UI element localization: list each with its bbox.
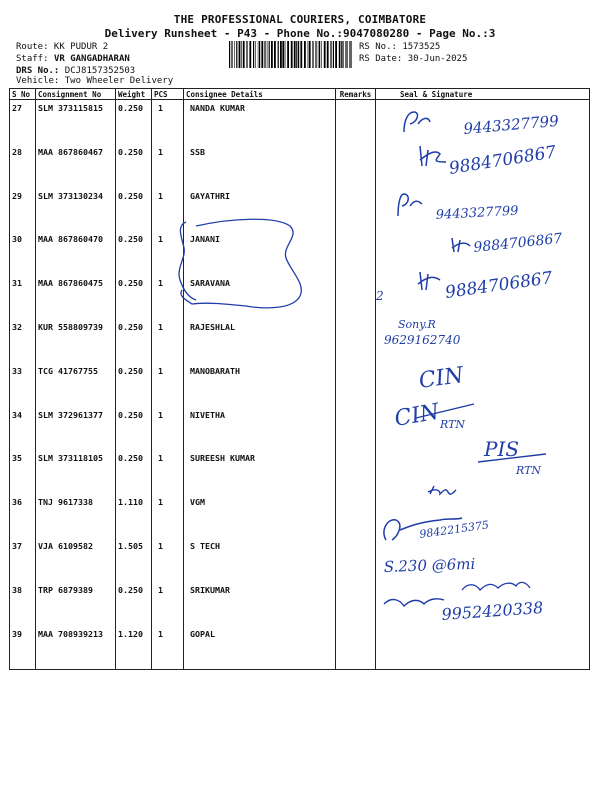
cell-signature (376, 275, 590, 319)
cell-sno: 29 (10, 188, 36, 232)
cell-consignee: GAYATHRI (184, 188, 336, 232)
staff-info (16, 54, 130, 64)
table-row (10, 626, 590, 670)
cell-pcs: 1 (152, 275, 184, 319)
handwritten-phone-r29: 9443327799 (435, 203, 519, 223)
cell-remarks (336, 188, 376, 232)
cell-weight: 0.250 (116, 188, 152, 232)
cell-pcs: 1 (152, 494, 184, 538)
cell-consignee: SSB (184, 144, 336, 188)
rs-date: RS Date: 30-Jun-2025 (359, 54, 468, 64)
cell-pcs: 1 (152, 538, 184, 582)
cell-remarks (336, 363, 376, 407)
cell-sno: 36 (10, 494, 36, 538)
col-header-consignee: Consignee Details (184, 89, 336, 100)
table-row (10, 144, 590, 188)
cell-signature (376, 231, 590, 275)
table-row (10, 100, 590, 144)
cell-pcs: 1 (152, 626, 184, 670)
table-row (10, 450, 590, 494)
cell-remarks (336, 231, 376, 275)
cell-sno: 39 (10, 626, 36, 670)
cell-sno: 27 (10, 100, 36, 144)
cell-weight: 1.110 (116, 494, 152, 538)
cell-sno: 33 (10, 363, 36, 407)
cell-weight: 0.250 (116, 450, 152, 494)
drs-label: DRS No.: (16, 66, 60, 76)
cell-consignee: S TECH (184, 538, 336, 582)
cell-consignment: KUR 558809739 (36, 319, 116, 363)
cell-pcs: 1 (152, 144, 184, 188)
cell-consignment: TNJ 9617338 (36, 494, 116, 538)
rs-number: RS No.: 1573525 (359, 42, 441, 52)
cell-consignee: SARAVANA (184, 275, 336, 319)
handwritten-rtn-r35: RTN (516, 464, 542, 477)
handwritten-phone-r27: 9443327799 (462, 111, 560, 138)
table-row (10, 407, 590, 451)
cell-consignment: TCG 41767755 (36, 363, 116, 407)
cell-consignment: VJA 6109582 (36, 538, 116, 582)
cell-pcs: 1 (152, 188, 184, 232)
handwritten-cin-r34: CIN (392, 399, 442, 432)
cell-consignment: MAA 708939213 (36, 626, 116, 670)
cell-weight: 1.120 (116, 626, 152, 670)
col-header-consignment: Consignment No (36, 89, 116, 100)
cell-remarks (336, 407, 376, 451)
cell-signature (376, 144, 590, 188)
table-row (10, 363, 590, 407)
table-row (10, 319, 590, 363)
table-row (10, 494, 590, 538)
cell-pcs: 1 (152, 231, 184, 275)
cell-sno: 35 (10, 450, 36, 494)
cell-consignment: SLM 372961377 (36, 407, 116, 451)
table-header-row (10, 89, 590, 100)
cell-remarks (336, 494, 376, 538)
col-header-remarks: Remarks (336, 89, 376, 100)
cell-weight: 0.250 (116, 407, 152, 451)
cell-weight: 0.250 (116, 363, 152, 407)
drs-info (16, 66, 135, 76)
cell-signature (376, 319, 590, 363)
cell-remarks (336, 626, 376, 670)
cell-weight: 0.250 (116, 319, 152, 363)
cell-pcs: 1 (152, 363, 184, 407)
table-row (10, 188, 590, 232)
drs-value: DCJ8157352503 (64, 66, 136, 76)
handwritten-pis-r35: PIS (484, 437, 520, 461)
route-info: Route: KK PUDUR 2 (16, 42, 109, 52)
cell-consignee: MANOBARATH (184, 363, 336, 407)
cell-consignment: TRP 6879389 (36, 582, 116, 626)
handwritten-phone-r37: 9842215375 (418, 518, 490, 541)
handwritten-mark-r31: 2 (376, 289, 384, 303)
runsheet-table (9, 88, 590, 670)
cell-consignee: NANDA KUMAR (184, 100, 336, 144)
cell-weight: 0.250 (116, 100, 152, 144)
cell-signature (376, 582, 590, 626)
table-row (10, 275, 590, 319)
cell-signature (376, 626, 590, 670)
cell-pcs: 1 (152, 450, 184, 494)
cell-weight: 0.250 (116, 275, 152, 319)
table-row (10, 538, 590, 582)
cell-sno: 28 (10, 144, 36, 188)
cell-signature (376, 407, 590, 451)
cell-remarks (336, 538, 376, 582)
cell-signature (376, 100, 590, 144)
cell-sno: 38 (10, 582, 36, 626)
cell-consignment: MAA 867860475 (36, 275, 116, 319)
staff-value: VR GANGADHARAN (53, 54, 130, 64)
cell-weight: 1.505 (116, 538, 152, 582)
handwritten-phone-r30: 9884706867 (472, 230, 564, 256)
staff-label: Staff: (16, 54, 49, 64)
handwritten-rtn-r34: RTN (440, 418, 466, 431)
cell-sno: 32 (10, 319, 36, 363)
cell-consignment: SLM 373130234 (36, 188, 116, 232)
cell-consignee: NIVETHA (184, 407, 336, 451)
cell-signature (376, 363, 590, 407)
cell-consignment: SLM 373115815 (36, 100, 116, 144)
cell-signature (376, 450, 590, 494)
cell-remarks (336, 582, 376, 626)
cell-consignment: MAA 867860467 (36, 144, 116, 188)
vehicle-info: Vehicle: Two Wheeler Delivery (16, 76, 174, 86)
col-header-signature: Seal & Signature (376, 89, 590, 100)
cell-remarks (336, 100, 376, 144)
cell-consignee: SRIKUMAR (184, 582, 336, 626)
cell-remarks (336, 144, 376, 188)
cell-signature (376, 188, 590, 232)
cell-weight: 0.250 (116, 144, 152, 188)
col-header-sno: S No (10, 89, 36, 100)
document-subtitle: Delivery Runsheet - P43 - Phone No.:9047080280 - Page No.:3 (104, 27, 496, 40)
cell-signature (376, 494, 590, 538)
col-header-pcs: PCS (152, 89, 184, 100)
cell-sno: 31 (10, 275, 36, 319)
cell-consignee: VGM (184, 494, 336, 538)
handwritten-cin-r33: CIN (417, 362, 466, 394)
cell-consignee: GOPAL (184, 626, 336, 670)
col-header-weight: Weight (116, 89, 152, 100)
cell-consignment: SLM 373118105 (36, 450, 116, 494)
document-title: THE PROFESSIONAL COURIERS, COIMBATORE (173, 13, 427, 26)
cell-consignee: SUREESH KUMAR (184, 450, 336, 494)
handwritten-phone-r28: 9884706867 (447, 142, 558, 179)
cell-weight: 0.250 (116, 231, 152, 275)
cell-signature (376, 538, 590, 582)
handwritten-phone-r31: 9884706867 (443, 268, 554, 303)
cell-weight: 0.250 (116, 582, 152, 626)
handwritten-name-r32: Sony.R (398, 318, 436, 331)
cell-consignee: RAJESHLAL (184, 319, 336, 363)
cell-sno: 30 (10, 231, 36, 275)
handwritten-phone-r32: 9629162740 (384, 333, 461, 347)
cell-consignment: MAA 867860470 (36, 231, 116, 275)
cell-remarks (336, 319, 376, 363)
cell-pcs: 1 (152, 100, 184, 144)
cell-remarks (336, 450, 376, 494)
cell-remarks (336, 275, 376, 319)
cell-sno: 34 (10, 407, 36, 451)
table-row (10, 582, 590, 626)
cell-pcs: 1 (152, 407, 184, 451)
cell-pcs: 1 (152, 582, 184, 626)
barcode (229, 41, 354, 68)
table-row (10, 231, 590, 275)
cell-pcs: 1 (152, 319, 184, 363)
cell-sno: 37 (10, 538, 36, 582)
handwritten-phone-r39: 9952420338 (440, 597, 544, 624)
cell-consignee: JANANI (184, 231, 336, 275)
handwritten-text-r38: S.230 @6mi (383, 554, 476, 576)
